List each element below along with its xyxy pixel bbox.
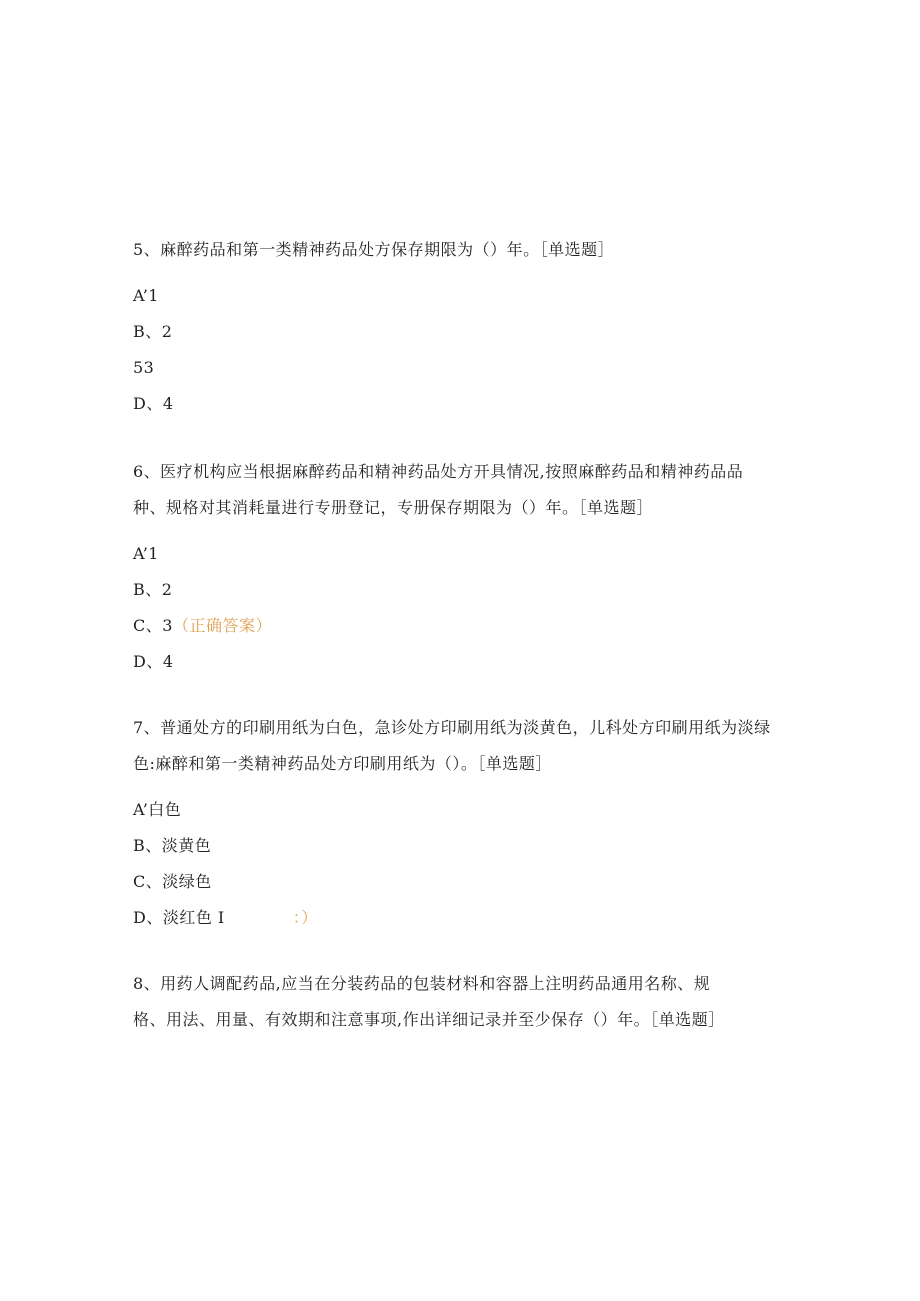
question-line: 5、麻醉药品和第一类精神药品处方保存期限为（）年。［单选题］ <box>133 240 615 259</box>
option-text: D、淡红色 I <box>133 908 225 927</box>
question-5 <box>133 232 813 422</box>
question-line: 格、用法、用量、有效期和注意事项,作出详细记录并至少保存（）年。［单选题］ <box>133 1010 725 1029</box>
question-line: 7、普通处方的印刷用纸为白色，急诊处方印刷用纸为淡黄色，儿科处方印刷用纸为淡绿 <box>133 718 771 737</box>
question-6 <box>133 454 813 680</box>
question-line: 种、规格对其消耗量进行专册登记，专册保存期限为（）年。［单选题］ <box>133 498 654 517</box>
question-text <box>133 966 813 1038</box>
correct-answer-label: ：） <box>292 908 318 927</box>
option-text: D、4 <box>133 394 174 413</box>
option-list <box>133 792 813 936</box>
question-line: 6、医疗机构应当根据麻醉药品和精神药品处方开具情况,按照麻醉药品和精神药品品 <box>133 462 744 481</box>
question-8 <box>133 966 813 1038</box>
option-d <box>133 386 813 422</box>
option-text: C、淡绿色 <box>133 872 212 891</box>
option-c <box>133 608 813 644</box>
question-text <box>133 710 813 782</box>
option-text: C、3 <box>133 616 173 635</box>
option-b <box>133 314 813 350</box>
option-b <box>133 828 813 864</box>
option-text: B、2 <box>133 322 173 341</box>
option-a <box>133 278 813 314</box>
option-d <box>133 644 813 680</box>
option-text: A’白色 <box>133 800 182 819</box>
question-line: 8、用药人调配药品,应当在分装药品的包装材料和容器上注明药品通用名称、规 <box>133 974 711 993</box>
correct-answer-label: （正确答案） <box>172 616 272 635</box>
question-text <box>133 454 813 526</box>
option-list <box>133 536 813 680</box>
option-c <box>133 350 813 386</box>
option-a <box>133 792 813 828</box>
option-b <box>133 572 813 608</box>
option-text: A’1 <box>133 544 159 563</box>
option-text: D、4 <box>133 652 174 671</box>
question-line: 色:麻醉和第一类精神药品处方印刷用纸为（）。［单选题］ <box>133 754 552 773</box>
option-list <box>133 278 813 422</box>
option-text: B、2 <box>133 580 173 599</box>
option-text: B、淡黄色 <box>133 836 212 855</box>
option-a <box>133 536 813 572</box>
option-c <box>133 864 813 900</box>
question-text <box>133 232 813 268</box>
option-text: 53 <box>133 358 155 377</box>
option-d <box>133 900 813 936</box>
option-text: A’1 <box>133 286 159 305</box>
question-7 <box>133 710 813 936</box>
